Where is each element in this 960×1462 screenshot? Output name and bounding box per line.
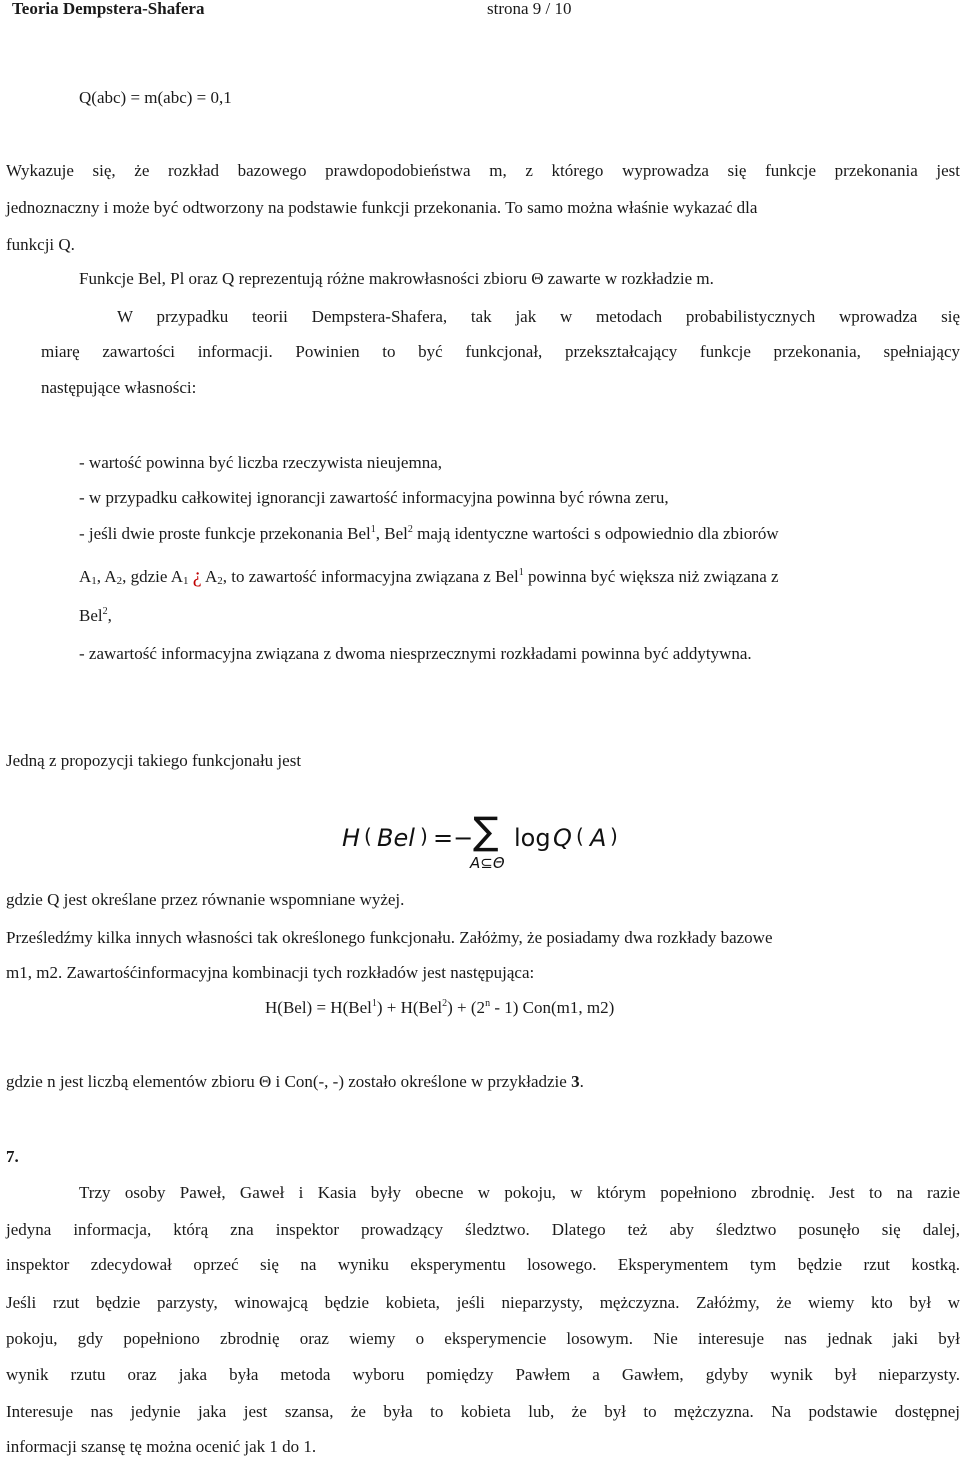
superscript: 1 [370, 524, 376, 535]
paragraph-line: funkcji Q. [6, 235, 75, 254]
paragraph-line: inspektor zdecydował oprzeć się na wyniku eksperymentu losowego. Eksperymentem tym będzie rzut kostką. [6, 1255, 960, 1274]
superscript: 2 [407, 524, 413, 535]
text-run: , gdzie A [122, 567, 184, 586]
bullet-item: - w przypadku całkowitej ignorancji zawartość informacyjna powinna być równa zeru, [79, 488, 669, 507]
text-run: , Bel [375, 524, 408, 543]
text-run: mają identyczne wartości s odpowiednio dla zbiorów [412, 524, 779, 543]
formula-paren: ( [576, 824, 584, 848]
paragraph-line: następujące własności: [41, 378, 197, 397]
paragraph-line: Jeśli rzut będzie parzysty, winowajcą będzie kobieta, jeśli nieparzysty, mężczyzna. Załóżmy, że wiemy kto był w [6, 1293, 960, 1312]
paragraph-line: W przypadku teorii Dempstera-Shafera, tak jak w metodach probabilistycznych wprowadza się [117, 307, 960, 326]
invalid-symbol: ¿ [192, 565, 202, 587]
paragraph-line: Interesuje nas jedynie jaka jest szansa, że była to kobieta lub, że był to mężczyzna. Na podstawie dostępnej [6, 1402, 960, 1421]
paragraph-line: Wykazuje się, że rozkład bazowego prawdopodobieństwa m, z którego wyprowadza się funkcje przekonania jest [6, 161, 960, 180]
subscript: 1 [91, 575, 97, 587]
paragraph-line: m1, m2. Zawartośćinformacyjna kombinacji tych rozkładów jest następująca: [6, 963, 535, 982]
formula-bel: Bel [377, 824, 415, 852]
formula-paren: ) [610, 824, 618, 848]
text-run: , [107, 606, 112, 625]
bullet-continuation [79, 566, 779, 586]
paragraph-line: miarę zawartości informacji. Powinien to być funkcjonał, przekształcający funkcje przekonania, spełniający [41, 342, 960, 361]
sum-symbol: ∑ [473, 809, 499, 853]
equation-h-bel: $H(Bel) = H(Bel^1) + H(Bel^2) + (2^n - 1)$ Con(m1, m2) [265, 998, 615, 1017]
text-run: , to zawartość informacyjna związana z Bel [222, 567, 519, 586]
formula-paren: ) [420, 824, 428, 848]
bullet-continuation [79, 607, 112, 624]
superscript: 2 [102, 606, 108, 617]
subscript: 2 [217, 575, 223, 587]
subscript: 1 [183, 575, 189, 587]
text-run: Bel [79, 606, 103, 625]
superscript: 1 [518, 567, 524, 578]
text-run: - jeśli dwie proste funkcje przekonania Bel [79, 524, 371, 543]
paragraph-line: jedyna informacja, którą zna inspektor prowadzący śledztwo. Dlatego też aby śledztwo posunęło się dalej, [6, 1220, 960, 1239]
section-number: 7. [6, 1147, 19, 1166]
paragraph-line: wynik rzutu oraz jaka była metoda wyboru pomiędzy Pawłem a Gawłem, gdyby wynik był nieparzysty. [6, 1365, 960, 1384]
paragraph-line: informacji szansę tę można ocenić jak 1 do 1. [6, 1437, 317, 1456]
text-run: A [201, 567, 218, 586]
paragraph-line: Funkcje Bel, Pl oraz Q reprezentują różne makrowłasności zbioru Θ zawarte w rozkładzie m. [79, 269, 714, 288]
formula-log: log [514, 824, 551, 852]
bullet-item: - wartość powinna być liczba rzeczywista nieujemna, [79, 453, 442, 472]
formula-paren: ( [364, 824, 372, 848]
header-title: Teoria Dempstera-Shafera [12, 0, 205, 18]
equation-q-abc: Q(abc) = m(abc) = 0,1 [79, 88, 232, 107]
formula-H: H [342, 824, 361, 852]
paragraph-line: Prześledźmy kilka innych własności tak określonego funkcjonału. Załóżmy, że posiadamy dwa rozkłady bazowe [6, 928, 773, 947]
formula-A: A [590, 824, 607, 852]
paragraph-line: gdzie n jest liczbą elementów zbioru Θ i Con(-, -) zostało określone w przykładzie 3. [6, 1072, 584, 1091]
formula-Q: Q [553, 824, 572, 852]
bullet-item: - zawartość informacyjna związana z dwoma niesprzecznymi rozkładami powinna być addytywna. [79, 644, 752, 663]
page-number: strona 9 / 10 [487, 0, 572, 18]
paragraph-line: gdzie Q jest określane przez równanie wspomniane wyżej. [6, 890, 405, 909]
paragraph-line: Trzy osoby Paweł, Gaweł i Kasia były obecne w pokoju, w którym popełniono zbrodnię. Jest to na razie [79, 1183, 960, 1202]
text-run: A [79, 567, 92, 586]
sum-subscript: A⊆Θ [470, 854, 505, 872]
paragraph-line: jednoznaczny i może być odtworzony na podstawie funkcji przekonania. To samo można właśnie wykazać dla [6, 198, 758, 217]
paragraph-line: pokoju, gdy popełniono zbrodnię oraz wiemy o eksperymencie losowym. Nie interesuje nas jednak jaki był [6, 1329, 960, 1348]
bullet-item [79, 525, 779, 542]
text-run: , A [96, 567, 117, 586]
formula-equals-minus: =− [433, 824, 474, 852]
paragraph-line: Jedną z propozycji takiego funkcjonału jest [6, 751, 302, 770]
text-run: powinna być większa niż związana z [523, 567, 779, 586]
subscript: 2 [116, 575, 123, 587]
